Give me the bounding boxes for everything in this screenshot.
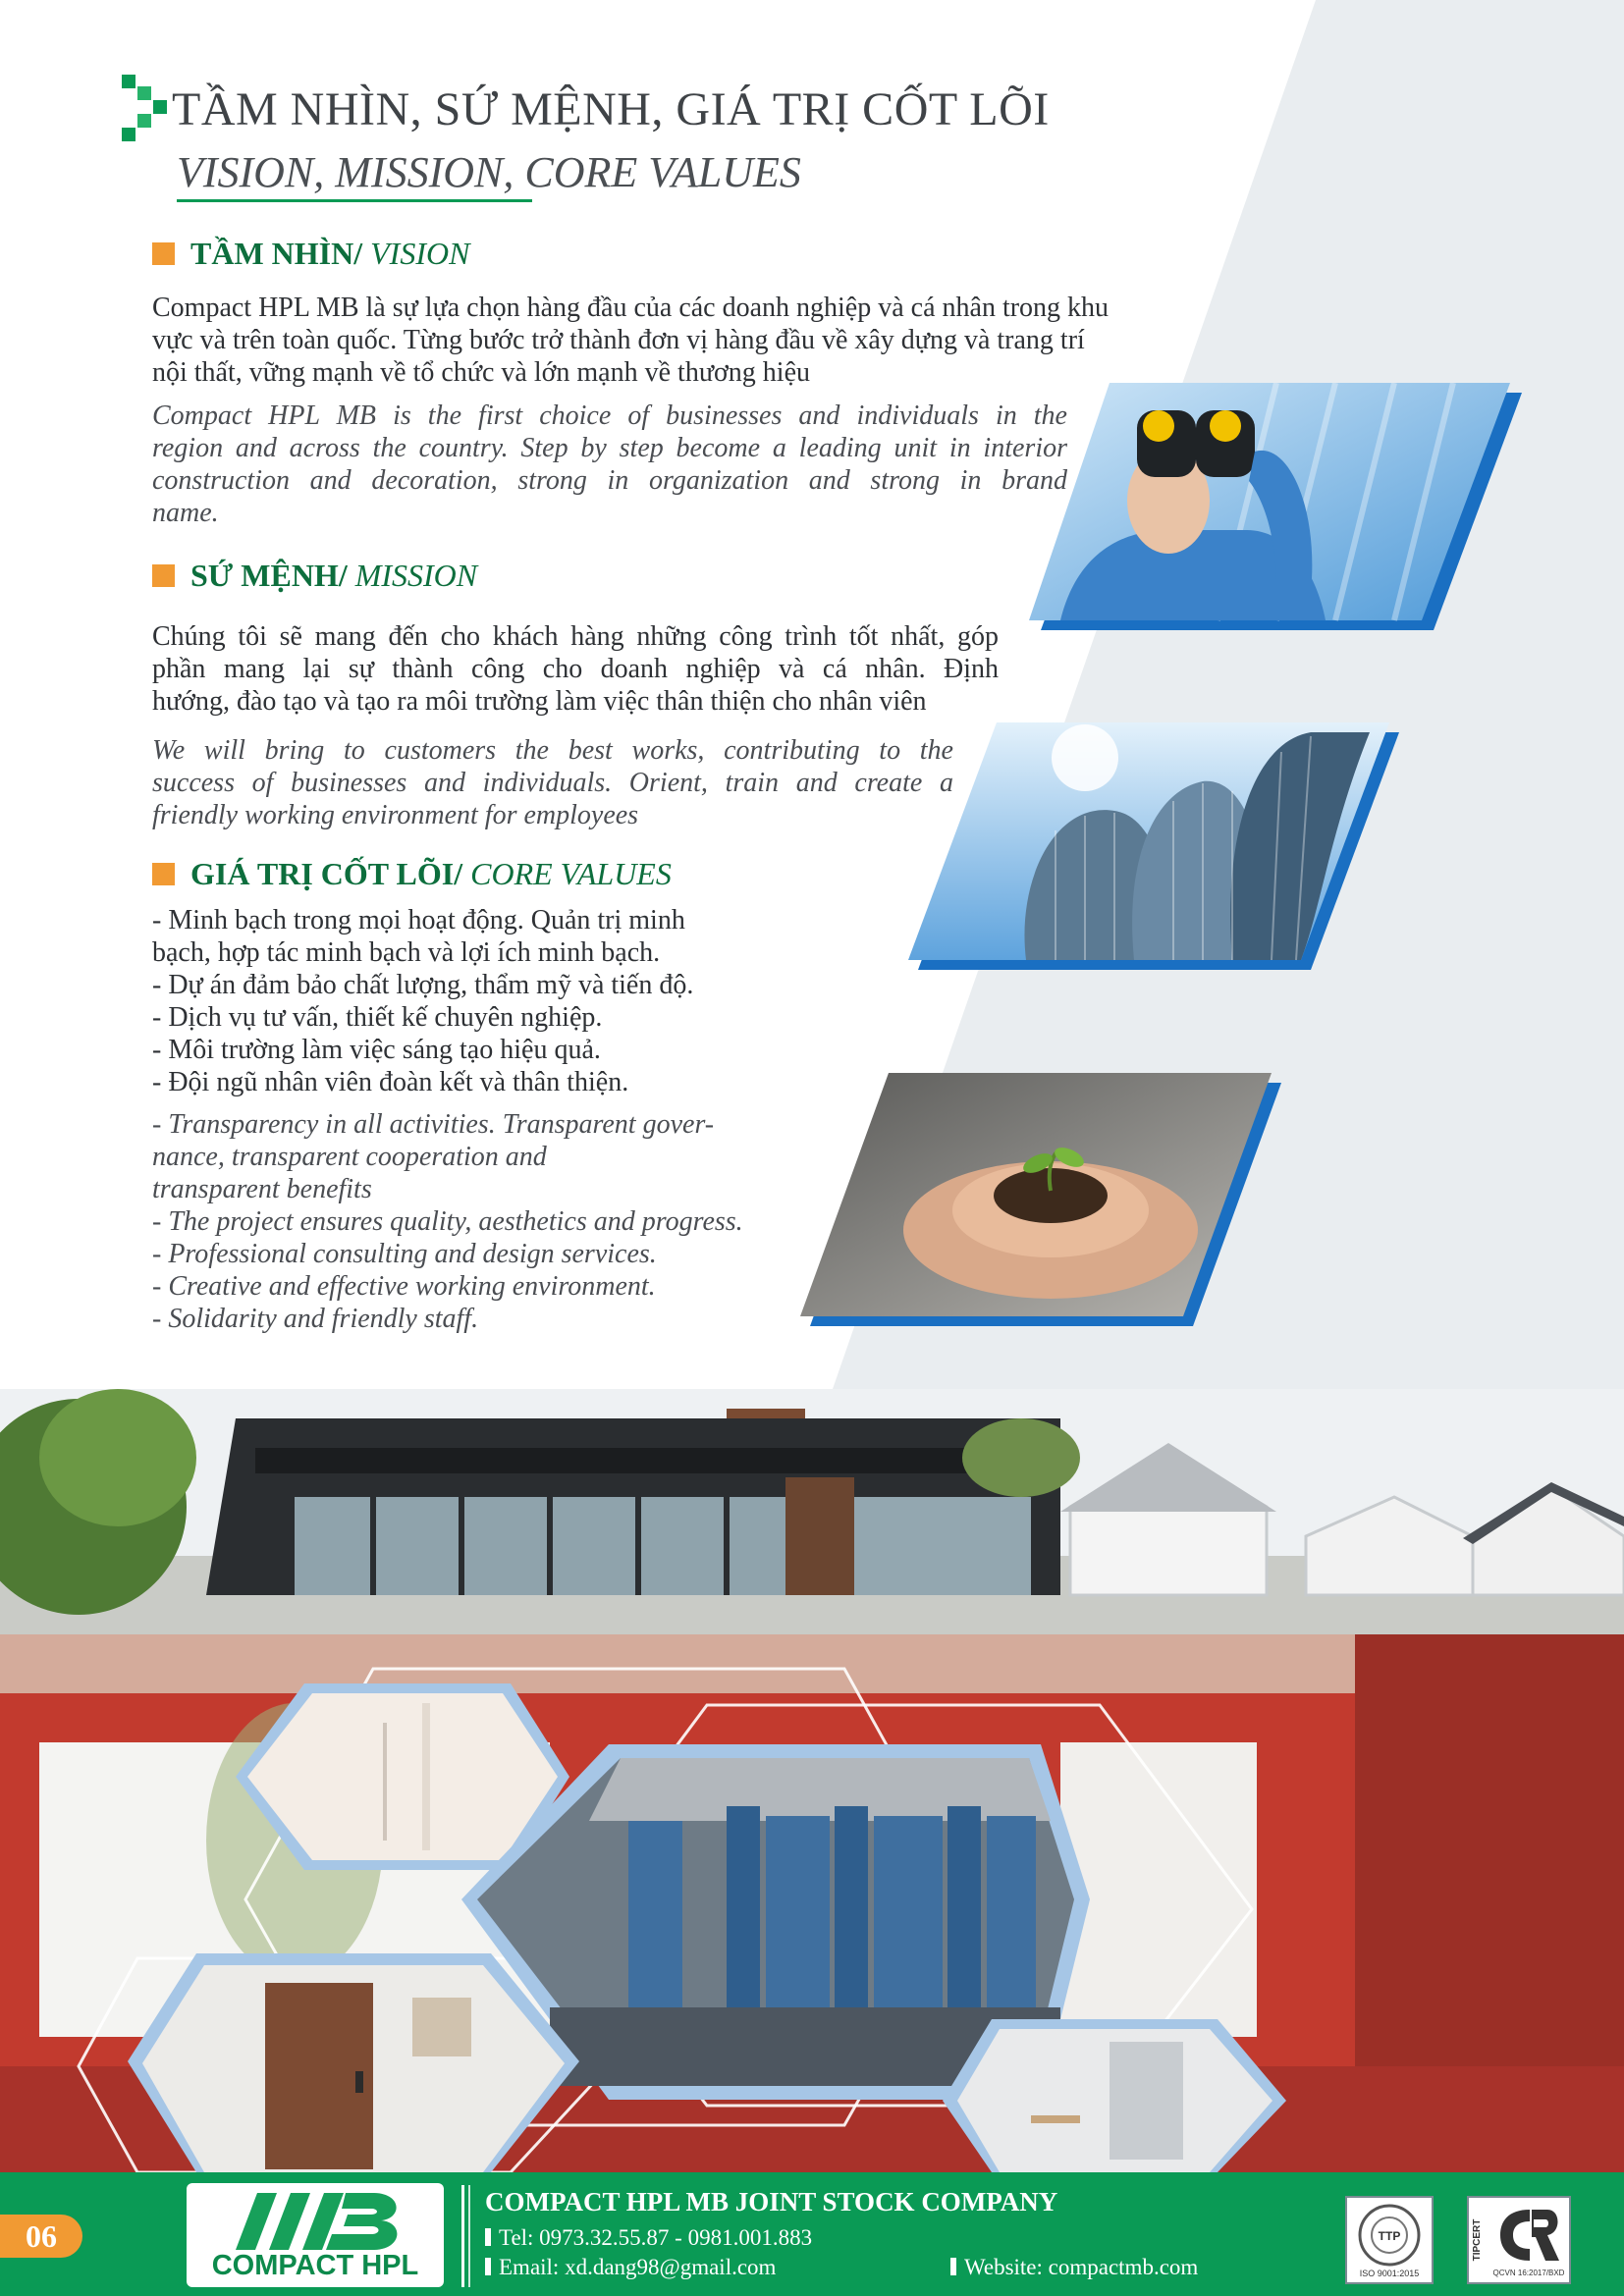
core-value-item-en: - Professional consulting and design services. — [152, 1239, 657, 1269]
iso-certification-badge — [1345, 2196, 1434, 2284]
mission-vn-line: Chúng tôi sẽ mang đến cho khách hàng những công trình tốt nhất, góp — [152, 621, 999, 652]
core-value-item-vn: - Minh bạch trong mọi hoạt động. Quản trị minh — [152, 905, 685, 935]
core-values-hands-photo — [800, 1073, 1281, 1330]
bullet-bar-icon — [950, 2258, 956, 2275]
core-value-item-en: - Solidarity and friendly staff. — [152, 1304, 479, 1334]
page-title-vn: TẦM NHÌN, SỨ MỆNH, GIÁ TRỊ CỐT LÕI — [172, 83, 1050, 135]
vision-vn-line: nội thất, vững mạnh về tổ chức và lớn mạnh về thương hiệu — [152, 357, 811, 388]
vision-text-en — [152, 400, 1067, 529]
core-value-item-vn: bạch, hợp tác minh bạch và lợi ích minh bạch. — [152, 937, 661, 968]
bullet-square-icon — [152, 564, 175, 587]
vision-binoculars-photo — [1021, 383, 1522, 640]
footer-divider — [468, 2185, 470, 2287]
footer-divider — [461, 2185, 464, 2287]
core-values-list-vn — [152, 904, 859, 1098]
mission-skyscrapers-photo — [908, 722, 1399, 980]
core-values-heading-en: CORE VALUES — [470, 856, 672, 891]
mission-en-line: We will bring to customers the best works, contributing to the — [152, 735, 953, 766]
mission-heading-vn: SỨ MỆNH/ — [190, 558, 348, 593]
core-value-item-en: - Transparency in all activities. Transparent gover- — [152, 1109, 715, 1140]
modern-house-banner-photo — [0, 1389, 1624, 1634]
bullet-square-icon — [152, 863, 175, 885]
vision-heading — [152, 236, 469, 272]
mission-heading-en: MISSION — [354, 558, 478, 593]
vision-en-line: construction and decoration, strong in organization and strong in brand — [152, 465, 1067, 496]
qcvn-cert-label: QCVN 16:2017/BXD — [1492, 2269, 1565, 2277]
core-value-item-vn: - Môi trường làm việc sáng tạo hiệu quả. — [152, 1035, 601, 1065]
svg-text:TTP: TTP — [1378, 2229, 1401, 2243]
vision-vn-line: vực và trên toàn quốc. Từng bước trở thành đơn vị hàng đầu về xây dựng và trang trí — [152, 325, 1085, 355]
core-value-item-vn: - Dự án đảm bảo chất lượng, thẩm mỹ và tiến độ. — [152, 970, 694, 1000]
mission-text-en — [152, 734, 953, 831]
interior-collage-photo — [0, 1634, 1624, 2172]
mission-en-line: success of businesses and individuals. Orient, train and create a — [152, 768, 953, 798]
mission-text-vn — [152, 620, 999, 718]
vision-heading-en: VISION — [370, 236, 470, 271]
vision-vn-line: Compact HPL MB là sự lựa chọn hàng đầu của các doanh nghiệp và cá nhân trong khu — [152, 293, 1110, 323]
core-value-item-en: transparent benefits — [152, 1174, 372, 1204]
core-values-heading-vn: GIÁ TRỊ CỐT LÕI/ — [190, 856, 463, 891]
iso-cert-label: ISO 9001:2015 — [1359, 2269, 1420, 2278]
svg-text:TIPCERT: TIPCERT — [1472, 2218, 1483, 2262]
vision-heading-vn: TẦM NHÌN/ — [190, 236, 363, 271]
tipcert-certification-badge — [1467, 2196, 1571, 2284]
mission-vn-line: phần mang lại sự thành công cho doanh nghiệp và cá nhân. Định — [152, 654, 999, 684]
contact-website[interactable]: Website: compactmb.com — [950, 2255, 1198, 2280]
header-logo-mark-icon — [122, 75, 171, 147]
core-value-item-en: - Creative and effective working environment. — [152, 1271, 656, 1302]
bullet-bar-icon — [485, 2258, 491, 2275]
bullet-square-icon — [152, 242, 175, 265]
core-values-list-en — [152, 1108, 839, 1335]
core-values-heading — [152, 856, 672, 892]
mission-en-line: friendly working environment for employees — [152, 800, 639, 830]
title-underline — [177, 199, 532, 202]
page-title-en: VISION, MISSION, CORE VALUES — [177, 148, 801, 196]
bullet-bar-icon — [485, 2228, 491, 2246]
company-name: COMPACT HPL MB JOINT STOCK COMPANY — [485, 2187, 1058, 2216]
vision-en-line: Compact HPL MB is the first choice of businesses and individuals in the — [152, 400, 1067, 431]
mission-vn-line: hướng, đào tạo và tạo ra môi trường làm việc thân thiện cho nhân viên — [152, 686, 927, 717]
mb-logo-icon — [236, 2191, 399, 2252]
vision-en-line: name. — [152, 498, 219, 528]
page-number: 06 — [0, 2215, 82, 2258]
contact-tel: Tel: 0973.32.55.87 - 0981.001.883 — [485, 2225, 812, 2251]
core-value-item-vn: - Đội ngũ nhân viên đoàn kết và thân thiện. — [152, 1067, 629, 1097]
core-value-item-vn: - Dịch vụ tư vấn, thiết kế chuyên nghiệp. — [152, 1002, 603, 1033]
logo-wordmark: COMPACT HPL — [211, 2250, 419, 2281]
contact-email[interactable]: Email: xd.dang98@gmail.com — [485, 2255, 776, 2280]
vision-en-line: region and across the country. Step by step become a leading unit in interior — [152, 433, 1067, 463]
core-value-item-en: - The project ensures quality, aesthetics and progress. — [152, 1206, 743, 1237]
vision-text-vn — [152, 292, 1173, 389]
mission-heading — [152, 558, 477, 594]
core-value-item-en: nance, transparent cooperation and — [152, 1142, 547, 1172]
